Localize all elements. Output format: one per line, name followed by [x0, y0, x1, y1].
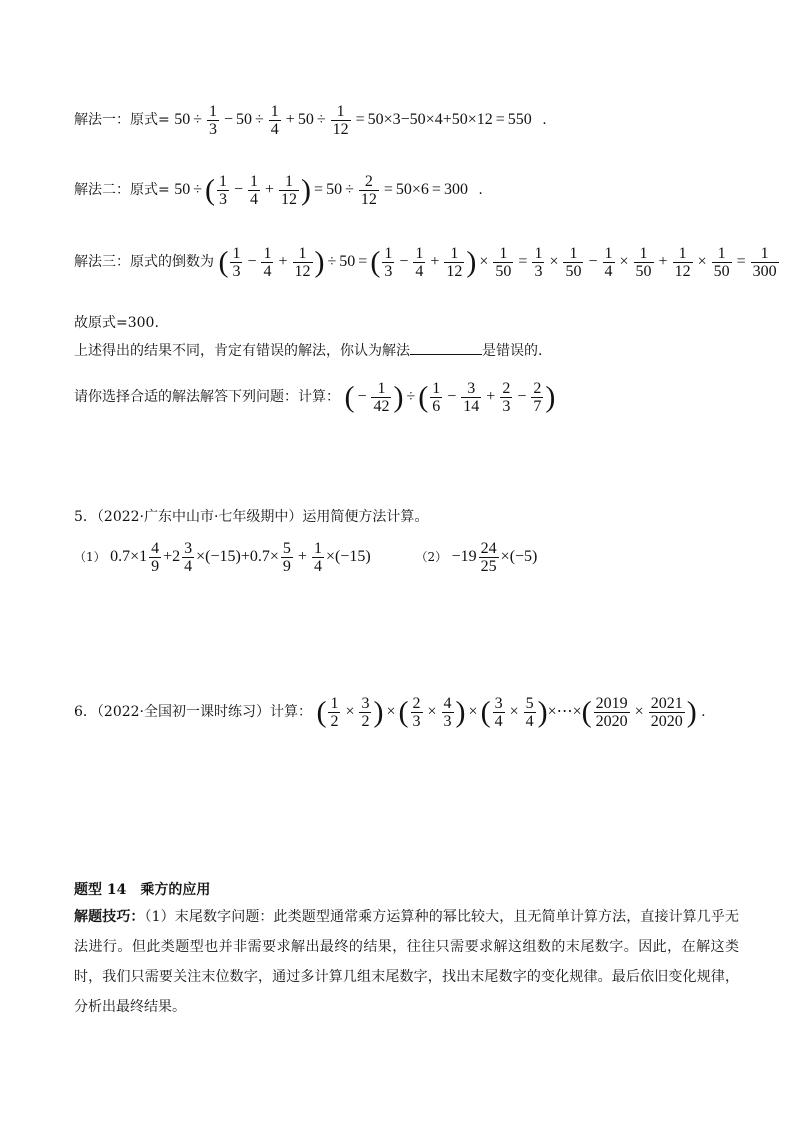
- math-token: ×: [427, 703, 437, 721]
- paren: (: [218, 245, 229, 279]
- paren: (: [370, 245, 381, 279]
- paren: ): [301, 173, 312, 207]
- numerator: 1: [330, 695, 339, 712]
- numerator: 1: [218, 173, 227, 190]
- numerator: 24: [480, 540, 497, 557]
- denominator: 6: [432, 398, 441, 415]
- denominator: 4: [415, 263, 424, 280]
- math-token: ÷: [345, 181, 354, 199]
- paren: (: [581, 695, 592, 729]
- method3-line: [74, 245, 781, 280]
- math-token: +: [278, 253, 288, 271]
- math-token: ×: [468, 703, 478, 721]
- denominator: 3: [502, 398, 511, 415]
- math-token: −: [233, 181, 243, 199]
- math-token: 50: [326, 181, 343, 199]
- choose-line: [74, 380, 555, 415]
- math-token: ×(−15)+0.7×: [196, 548, 279, 566]
- math-token: ×: [386, 703, 396, 721]
- numerator: 1: [751, 245, 779, 263]
- numerator: 1: [279, 173, 299, 191]
- fraction: [182, 540, 194, 575]
- denominator: 4: [250, 191, 258, 208]
- tip-label: 解题技巧：: [74, 909, 145, 925]
- method3-label: 解法三：原式的倒数为: [74, 254, 214, 271]
- math-token: 50: [174, 181, 191, 199]
- numerator: 5: [525, 695, 534, 712]
- fraction: [442, 695, 454, 730]
- fraction: [603, 245, 615, 280]
- fraction: [430, 380, 442, 415]
- math-token: 50: [174, 111, 191, 129]
- fraction: [279, 173, 299, 208]
- math-token: ×⋯×: [547, 703, 582, 721]
- numerator: 3: [461, 380, 481, 398]
- math-token: ×: [619, 253, 629, 271]
- fraction: [217, 173, 229, 208]
- math-token: +2: [163, 548, 181, 566]
- method2-expr: [174, 173, 468, 208]
- numerator: 1: [604, 245, 613, 262]
- math-token: =: [518, 253, 528, 271]
- paren: ): [466, 245, 477, 279]
- numerator: 2: [359, 173, 379, 191]
- math-token: =: [383, 181, 393, 199]
- denominator: 12: [294, 263, 311, 280]
- paren: ): [455, 695, 466, 729]
- denominator: 4: [604, 263, 613, 280]
- denominator: 4: [263, 263, 272, 280]
- method1-expr: [174, 103, 532, 138]
- numerator: 1: [673, 245, 693, 263]
- numerator: 1: [712, 245, 732, 263]
- denominator: 50: [495, 263, 512, 280]
- question-after: 是错误的.: [482, 343, 543, 359]
- denominator: 12: [281, 191, 298, 208]
- denominator: 25: [480, 558, 497, 575]
- method2-label: 解法二：原式=: [74, 182, 170, 199]
- math-token: =: [736, 253, 746, 271]
- section-title: 题型 14 乘方的应用: [74, 882, 211, 898]
- result-line: 故原式=300.: [74, 315, 159, 331]
- math-token: =: [431, 181, 441, 199]
- fraction: [359, 695, 371, 730]
- math-token: ÷: [193, 111, 202, 129]
- q5-part1-expr: [110, 540, 371, 575]
- method1-line: [74, 103, 547, 138]
- q5-title: 5．（2022·广东中山市·七年级期中）运用简便方法计算。: [74, 509, 429, 525]
- math-token: ×: [634, 703, 644, 721]
- fraction: [371, 380, 391, 415]
- answer-blank[interactable]: [410, 340, 482, 355]
- math-token: ÷: [193, 181, 202, 199]
- denominator: 300: [752, 263, 777, 280]
- numerator: 2: [502, 380, 511, 397]
- math-token: −: [223, 111, 233, 129]
- numerator: 2: [533, 380, 542, 397]
- denominator: 3: [412, 713, 421, 730]
- fraction: [411, 695, 423, 730]
- math-token: +: [285, 111, 295, 129]
- numerator: 3: [184, 540, 193, 557]
- denominator: 3: [443, 713, 452, 730]
- numerator: 1: [263, 245, 272, 262]
- math-token: −: [517, 388, 527, 406]
- math-token: ÷: [327, 253, 337, 271]
- denominator: 12: [332, 121, 349, 138]
- denominator: 50: [713, 263, 730, 280]
- math-token: −19: [451, 548, 477, 566]
- fraction: [444, 245, 464, 280]
- denominator: 2: [330, 713, 339, 730]
- paren: ): [686, 695, 697, 729]
- math-token: =: [495, 111, 505, 129]
- math-token: =: [355, 111, 365, 129]
- denominator: 3: [208, 121, 217, 138]
- math-token: 50×3−50×4+50×12: [367, 111, 493, 129]
- math-token: =: [358, 253, 368, 271]
- paren: ): [537, 695, 548, 729]
- fraction: [673, 245, 693, 280]
- denominator: 42: [373, 398, 390, 415]
- paren: ): [373, 695, 384, 729]
- math-token: −: [588, 253, 598, 271]
- q5-parts: [74, 540, 537, 575]
- fraction: [293, 245, 313, 280]
- denominator: 3: [218, 191, 227, 208]
- paren: ): [545, 380, 556, 414]
- numerator: 4: [443, 695, 452, 712]
- section-tip: [74, 902, 739, 1022]
- numerator: 3: [361, 695, 370, 712]
- denominator: 4: [494, 713, 503, 730]
- question-before: 上述得出的结果不同，肯定有错误的解法，你认为解法: [74, 343, 410, 359]
- fraction: [413, 245, 425, 280]
- fraction: [563, 245, 583, 280]
- fraction: [328, 695, 340, 730]
- math-token: ÷: [255, 111, 264, 129]
- numerator: 1: [493, 245, 513, 263]
- paren: (: [398, 695, 409, 729]
- denominator: 9: [282, 558, 291, 575]
- numerator: 1: [563, 245, 583, 263]
- numerator: 1: [534, 245, 543, 262]
- math-token: ×: [549, 253, 559, 271]
- method2-end: .: [478, 182, 483, 199]
- math-token: −: [357, 388, 367, 406]
- denominator: 2020: [595, 713, 628, 730]
- math-token: 50: [297, 111, 314, 129]
- fraction: [207, 103, 219, 138]
- numerator: 1: [270, 103, 279, 120]
- paren: (: [344, 380, 355, 414]
- numerator: 1: [371, 380, 391, 398]
- math-token: =: [314, 181, 324, 199]
- fraction: [281, 540, 293, 575]
- math-token: 50: [236, 111, 252, 129]
- fraction: [751, 245, 779, 280]
- denominator: 12: [360, 191, 377, 208]
- denominator: 3: [534, 263, 543, 280]
- denominator: 9: [151, 558, 160, 575]
- paren: (: [418, 380, 429, 414]
- denominator: 4: [525, 713, 534, 730]
- math-token: 0.7×1: [110, 548, 148, 566]
- fraction: [461, 380, 481, 415]
- numerator: 3: [494, 695, 503, 712]
- numerator: 5: [282, 540, 291, 557]
- numerator: 1: [250, 173, 258, 190]
- fraction: [712, 245, 732, 280]
- denominator: 3: [232, 263, 241, 280]
- fraction: [479, 540, 499, 575]
- fraction: [359, 173, 379, 208]
- numerator: 4: [151, 540, 160, 557]
- fraction: [500, 380, 512, 415]
- numerator: 1: [331, 103, 351, 121]
- numerator: 1: [208, 103, 217, 120]
- paren: (: [204, 173, 215, 207]
- method1-label: 解法一：原式=: [74, 112, 170, 129]
- math-token: 300: [443, 181, 468, 199]
- denominator: 2: [361, 713, 370, 730]
- q6-end: .: [701, 704, 706, 721]
- math-token: ×: [697, 253, 707, 271]
- denominator: 4: [184, 558, 193, 575]
- method2-line: [74, 173, 483, 208]
- numerator: 1: [432, 380, 441, 397]
- denominator: 50: [635, 263, 652, 280]
- fraction: [269, 103, 281, 138]
- question-line: [74, 340, 542, 361]
- q5-part2-label: （2）: [415, 550, 448, 565]
- denominator: 12: [674, 263, 691, 280]
- numerator: 2019: [595, 695, 628, 712]
- numerator: 1: [313, 540, 322, 557]
- math-token: +: [430, 253, 440, 271]
- fraction: [493, 695, 505, 730]
- fraction: [594, 695, 630, 730]
- q5-part2-expr: [451, 540, 538, 575]
- math-token: 550: [507, 111, 532, 129]
- denominator: 14: [463, 398, 480, 415]
- math-token: +: [486, 388, 496, 406]
- tip-text: （1）末尾数字问题：此类题型通常乘方运算种的幂比较大，且无简单计算方法，直接计算几乎无法进行。但此类题型也并非需要求解出最终的结果，往往只需要求解这组数的末尾数字。因此，在解这类时，我们只需要关注末位数字，通过多计算几组末尾数字，找出末尾数字的变化规律。最后依旧变化规律，分析出最终结果。: [74, 909, 740, 1015]
- denominator: 2020: [650, 713, 683, 730]
- choose-expr: [344, 380, 556, 415]
- numerator: 1: [634, 245, 654, 263]
- fraction: [248, 173, 260, 208]
- math-token: 50×6: [395, 181, 429, 199]
- denominator: 7: [533, 398, 542, 415]
- q6-expr: [316, 695, 697, 730]
- method3-expr: [218, 245, 780, 280]
- numerator: 1: [415, 245, 424, 262]
- math-token: −: [399, 253, 409, 271]
- math-token: ÷: [406, 388, 416, 406]
- math-token: −: [247, 253, 257, 271]
- numerator: 1: [384, 245, 393, 262]
- denominator: 4: [270, 121, 279, 138]
- fraction: [382, 245, 394, 280]
- q6-label: 6．（2022·全国初一课时练习）计算：: [74, 704, 312, 721]
- fraction: [532, 245, 544, 280]
- math-token: ×: [479, 253, 489, 271]
- fraction: [649, 695, 685, 730]
- numerator: 1: [232, 245, 241, 262]
- q6-line: [74, 695, 706, 730]
- q5-part1-label: （1）: [74, 550, 106, 565]
- denominator: 3: [384, 263, 393, 280]
- fraction: [531, 380, 543, 415]
- math-token: +: [658, 253, 668, 271]
- numerator: 2021: [650, 695, 683, 712]
- paren: ): [314, 245, 325, 279]
- denominator: 50: [565, 263, 582, 280]
- math-token: ×(−15): [325, 548, 371, 566]
- math-token: ×(−5): [500, 548, 538, 566]
- fraction: [524, 695, 536, 730]
- fraction: [493, 245, 513, 280]
- math-token: −: [447, 388, 457, 406]
- denominator: 4: [313, 558, 322, 575]
- fraction: [149, 540, 161, 575]
- fraction: [634, 245, 654, 280]
- math-token: ×: [509, 703, 519, 721]
- math-token: ×: [345, 703, 355, 721]
- method1-end: .: [542, 112, 547, 129]
- fraction: [312, 540, 324, 575]
- fraction: [230, 245, 242, 280]
- choose-label: 请你选择合适的解法解答下列问题：计算：: [74, 389, 340, 406]
- fraction: [331, 103, 351, 138]
- paren: (: [316, 695, 327, 729]
- math-token: 50: [339, 253, 356, 271]
- paren: ): [393, 380, 404, 414]
- numerator: 1: [293, 245, 313, 263]
- numerator: 1: [444, 245, 464, 263]
- numerator: 2: [412, 695, 421, 712]
- math-token: +: [297, 548, 307, 566]
- fraction: [261, 245, 273, 280]
- math-token: ÷: [316, 111, 326, 129]
- paren: (: [480, 695, 491, 729]
- denominator: 12: [446, 263, 463, 280]
- math-token: +: [265, 181, 275, 199]
